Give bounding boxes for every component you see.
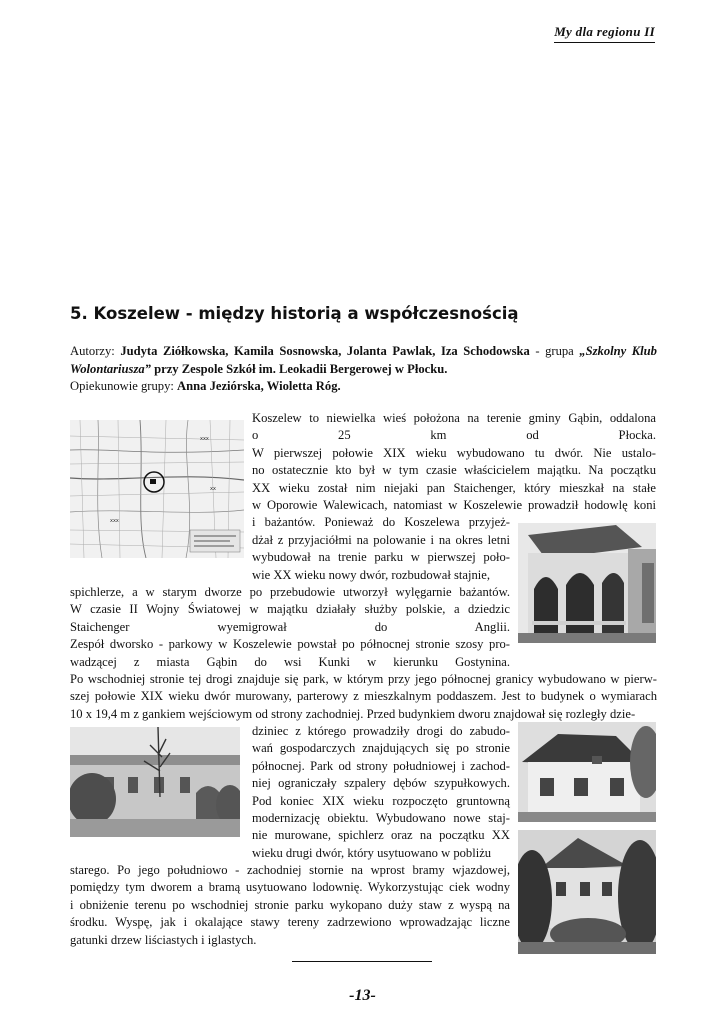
text-line: XX wieku został nim niejaki pan Staichenger, który mieszkał na stałe	[252, 480, 656, 495]
manor-house-photo	[518, 722, 656, 822]
text-line: o 25 km od Płocka.	[252, 428, 656, 443]
paragraph-history	[70, 584, 657, 723]
authors-names: Judyta Ziółkowska, Kamila Sosnowska, Jolanta Pawlak, Iza Schodowska	[120, 344, 530, 358]
outbuilding-photo	[70, 727, 240, 837]
paragraph-intro	[252, 410, 656, 584]
text-line: no ostatecznie kto był w tym czasie właścicielem majątku. Na początku	[252, 463, 656, 478]
authors-block	[70, 343, 657, 396]
footer-rule	[292, 961, 432, 962]
running-head: My dla regionu II	[554, 24, 655, 43]
text-line: Staichenger wyemigrował do Anglii.	[70, 619, 510, 634]
text-line: wadzącej z miasta Gąbin do wsi Kunki w kierunku Gostynina.	[70, 654, 510, 669]
map-figure	[70, 420, 244, 558]
text-line: Zespół dworsko - parkowy w Koszelewie powstał po północnej stronie szosy pro-	[70, 637, 510, 652]
text-line: wieku drugi dwór, który usytuowano w pobliżu	[252, 845, 492, 860]
school-name: przy Zespole Szkół im. Leokadii Bergerowej w Płocku.	[150, 361, 448, 376]
paragraph-park	[252, 723, 510, 862]
text-line: wie XX wieku nowy dwór, rozbudował stajnie,	[252, 567, 491, 582]
svg-text:xxx: xxx	[200, 436, 209, 442]
text-line: spichlerze, a w starym dworze po przebudowie utworzył wylęgarnie bażantów.	[70, 585, 510, 599]
paragraph-pond	[70, 862, 510, 949]
supervisors-names: Anna Jeziórska, Wioletta Róg.	[177, 379, 341, 393]
second-manor-photo	[518, 830, 656, 954]
text-line: wybudował na trenie parku w pierwszej poło-	[252, 550, 510, 565]
text-line: gatunki drzew liściastych i iglastych.	[70, 932, 257, 947]
text-line: nie murowane, spichlerz oraz na początku XX	[252, 828, 510, 843]
section-title: 5. Koszelew - między historią a współczesnością	[70, 304, 519, 323]
text-line: i obniżenie terenu po wschodniej stronie parku wykopano duży staw z wyspą na	[70, 897, 510, 912]
authors-label: Autorzy:	[70, 344, 121, 358]
svg-text:xx: xx	[210, 486, 216, 492]
text-line: środku. Wyspę, jak i okalające stawy tereny zadrzewiono wprowadzając liczne	[70, 915, 510, 930]
text-line: Pod koniec XIX wieku rozpoczęto gruntowną	[252, 793, 510, 808]
text-line: dziniec z którego prowadziły drogi do zabudo-	[252, 724, 510, 738]
text-line: i bażantów. Ponieważ do Koszelewa przyjeż-	[252, 515, 510, 530]
text-line: 10 x 19,4 m z gankiem wejściowym od strony zachodniej. Przed budynkiem dworu znajdował się rozległy dzie-	[70, 706, 636, 721]
text-line: Po wschodniej stronie tej drogi znajduje się park, w którym przy jego północnej granicy wybudowano w pierw-	[70, 672, 657, 687]
text-line: modernizację obiektu. Wybudowano nowe staj-	[252, 811, 510, 826]
page-number: -13-	[349, 987, 376, 1004]
text-line: niej ograniczały szpalery dębów szypułkowych.	[252, 776, 510, 791]
text-line: w Oporowie Walewicach, natomiast w Koszelewie prowadził hodowlę koni	[252, 498, 656, 513]
text-line: W pierwszej połowie XIX wieku wybudowano tu dwór. Nie ustalo-	[252, 445, 656, 460]
text-line: szej połowie XIX wieku dwór murowany, parterowy z mieszkalnym poddaszem. Jest to budynek o wymiarach	[70, 689, 657, 704]
svg-text:xxx: xxx	[110, 518, 119, 524]
text-line: dżał z przyjaciółmi na polowanie i na okres letni	[252, 532, 510, 547]
text-line: W czasie II Wojny Światowej w majątku działały służby polskie, a dziedzic	[70, 602, 510, 617]
group-name: „Szkolny Klub Wolontariusza”	[70, 344, 657, 376]
supervisors-label: Opiekunowie grupy:	[70, 379, 178, 393]
text-line: północnej. Park od strony południowej i zachod-	[252, 758, 510, 773]
text-line: Koszelew to niewielka wieś położona na terenie gminy Gąbin, oddalona	[252, 411, 656, 425]
group-text: - grupa	[529, 344, 580, 358]
text-line: wań gospodarczych znajdujących się po stronie	[252, 741, 510, 756]
text-line: starego. Po jego południowo - zachodniej stornie na wprost bramy wjazdowej,	[70, 863, 510, 877]
text-line: pomiędzy tym dworem a bramą usytuowano lodownię. Wykorzystując ciek wodny	[70, 880, 510, 895]
